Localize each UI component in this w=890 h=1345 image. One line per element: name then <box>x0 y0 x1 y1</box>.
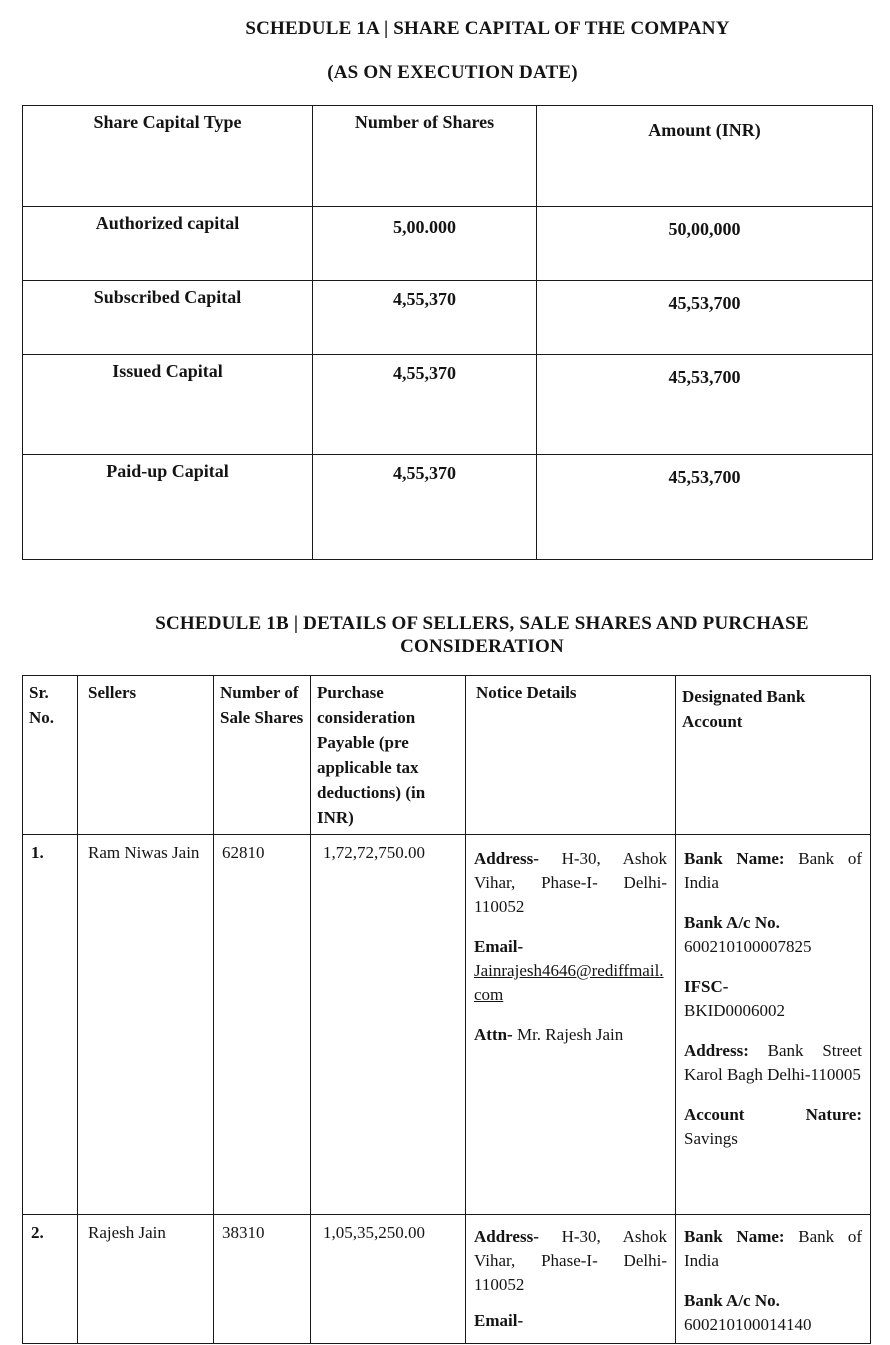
notice-details <box>466 1215 676 1344</box>
email-label: Email- <box>474 1311 524 1330</box>
address-label: Address- <box>474 849 539 868</box>
account-number-value: 600210100014140 <box>684 1315 812 1334</box>
sale-shares: 62810 <box>214 835 311 1215</box>
bank-name-value: Bank of India <box>684 1227 862 1270</box>
shares-cell: 5,00.000 <box>313 207 537 281</box>
amount-cell: 50,00,000 <box>537 207 873 281</box>
notice-details <box>466 835 676 1215</box>
email-link[interactable]: Jainrajesh4646@rediffmail.com <box>474 961 664 1004</box>
amount-cell: 45,53,700 <box>537 355 873 455</box>
seller-name: Rajesh Jain <box>78 1215 214 1344</box>
bank-name-label: Bank Name: <box>684 1227 785 1246</box>
column-header-amount: Amount (INR) <box>537 106 873 207</box>
amount-cell: 45,53,700 <box>537 455 873 560</box>
capital-type-cell: Subscribed Capital <box>23 281 313 355</box>
serial-number: 2. <box>23 1215 78 1344</box>
account-number-label: Bank A/c No. <box>684 1291 780 1310</box>
table-header-row <box>23 676 871 835</box>
capital-type-cell: Paid-up Capital <box>23 455 313 560</box>
account-number-value: 600210100007825 <box>684 937 812 956</box>
purchase-amount: 1,72,72,750.00 <box>311 835 466 1215</box>
attn-value: Mr. Rajesh Jain <box>516 1025 624 1044</box>
table-row <box>23 207 873 281</box>
table-row <box>23 455 873 560</box>
column-header-notice-details: Notice Details <box>466 676 676 835</box>
ifsc-label: IFSC- <box>684 977 729 996</box>
attn-label: Attn- <box>474 1025 513 1044</box>
schedule-1a-subtitle: (AS ON EXECUTION DATE) <box>327 62 578 83</box>
column-header-sellers: Sellers <box>78 676 214 835</box>
column-header-capital-type: Share Capital Type <box>23 106 313 207</box>
serial-number: 1. <box>23 835 78 1215</box>
address-value: H-30, Ashok Vihar, Phase-I- Delhi- 110052 <box>474 849 667 916</box>
schedule-1a-title: SCHEDULE 1A | SHARE CAPITAL OF THE COMPANY <box>245 18 730 39</box>
address-value: H-30, Ashok Vihar, Phase-I- Delhi- 110052 <box>474 1227 667 1294</box>
capital-type-cell: Authorized capital <box>23 207 313 281</box>
schedule-1b-title: SCHEDULE 1B | DETAILS OF SELLERS, SALE SHARES AND PURCHASE CONSIDERATION <box>155 613 809 657</box>
bank-address-value: Bank Street Karol Bagh Delhi-110005 <box>684 1041 862 1084</box>
bank-details <box>676 835 871 1215</box>
account-nature-label: Account Nature: <box>684 1105 862 1124</box>
bank-name-label: Bank Name: <box>684 849 785 868</box>
column-header-sr-no: Sr. No. <box>23 676 78 835</box>
account-nature-value: Savings <box>684 1129 738 1148</box>
shares-cell: 4,55,370 <box>313 355 537 455</box>
ifsc-value: BKID0006002 <box>684 1001 786 1020</box>
shares-cell: 4,55,370 <box>313 455 537 560</box>
seller-name: Ram Niwas Jain <box>78 835 214 1215</box>
table-row <box>23 1215 871 1344</box>
column-header-sale-shares: Number of Sale Shares <box>214 676 311 835</box>
purchase-amount: 1,05,35,250.00 <box>311 1215 466 1344</box>
account-number-label: Bank A/c No. <box>684 913 780 932</box>
bank-details <box>676 1215 871 1344</box>
bank-address-label: Address: <box>684 1041 749 1060</box>
bank-name-value: Bank of India <box>684 849 862 892</box>
amount-cell: 45,53,700 <box>537 281 873 355</box>
table-header-row <box>23 106 873 207</box>
shares-cell: 4,55,370 <box>313 281 537 355</box>
address-label: Address- <box>474 1227 539 1246</box>
table-row <box>23 281 873 355</box>
sellers-table <box>22 675 871 1344</box>
table-row <box>23 355 873 455</box>
share-capital-table <box>22 105 873 560</box>
table-row <box>23 835 871 1215</box>
capital-type-cell: Issued Capital <box>23 355 313 455</box>
column-header-purchase-consideration: Purchase consideration Payable (pre applicable tax deductions) (in INR) <box>311 676 466 835</box>
sale-shares: 38310 <box>214 1215 311 1344</box>
column-header-bank-account: Designated Bank Account <box>676 676 871 835</box>
email-label: Email- <box>474 937 524 956</box>
column-header-number-of-shares: Number of Shares <box>313 106 537 207</box>
